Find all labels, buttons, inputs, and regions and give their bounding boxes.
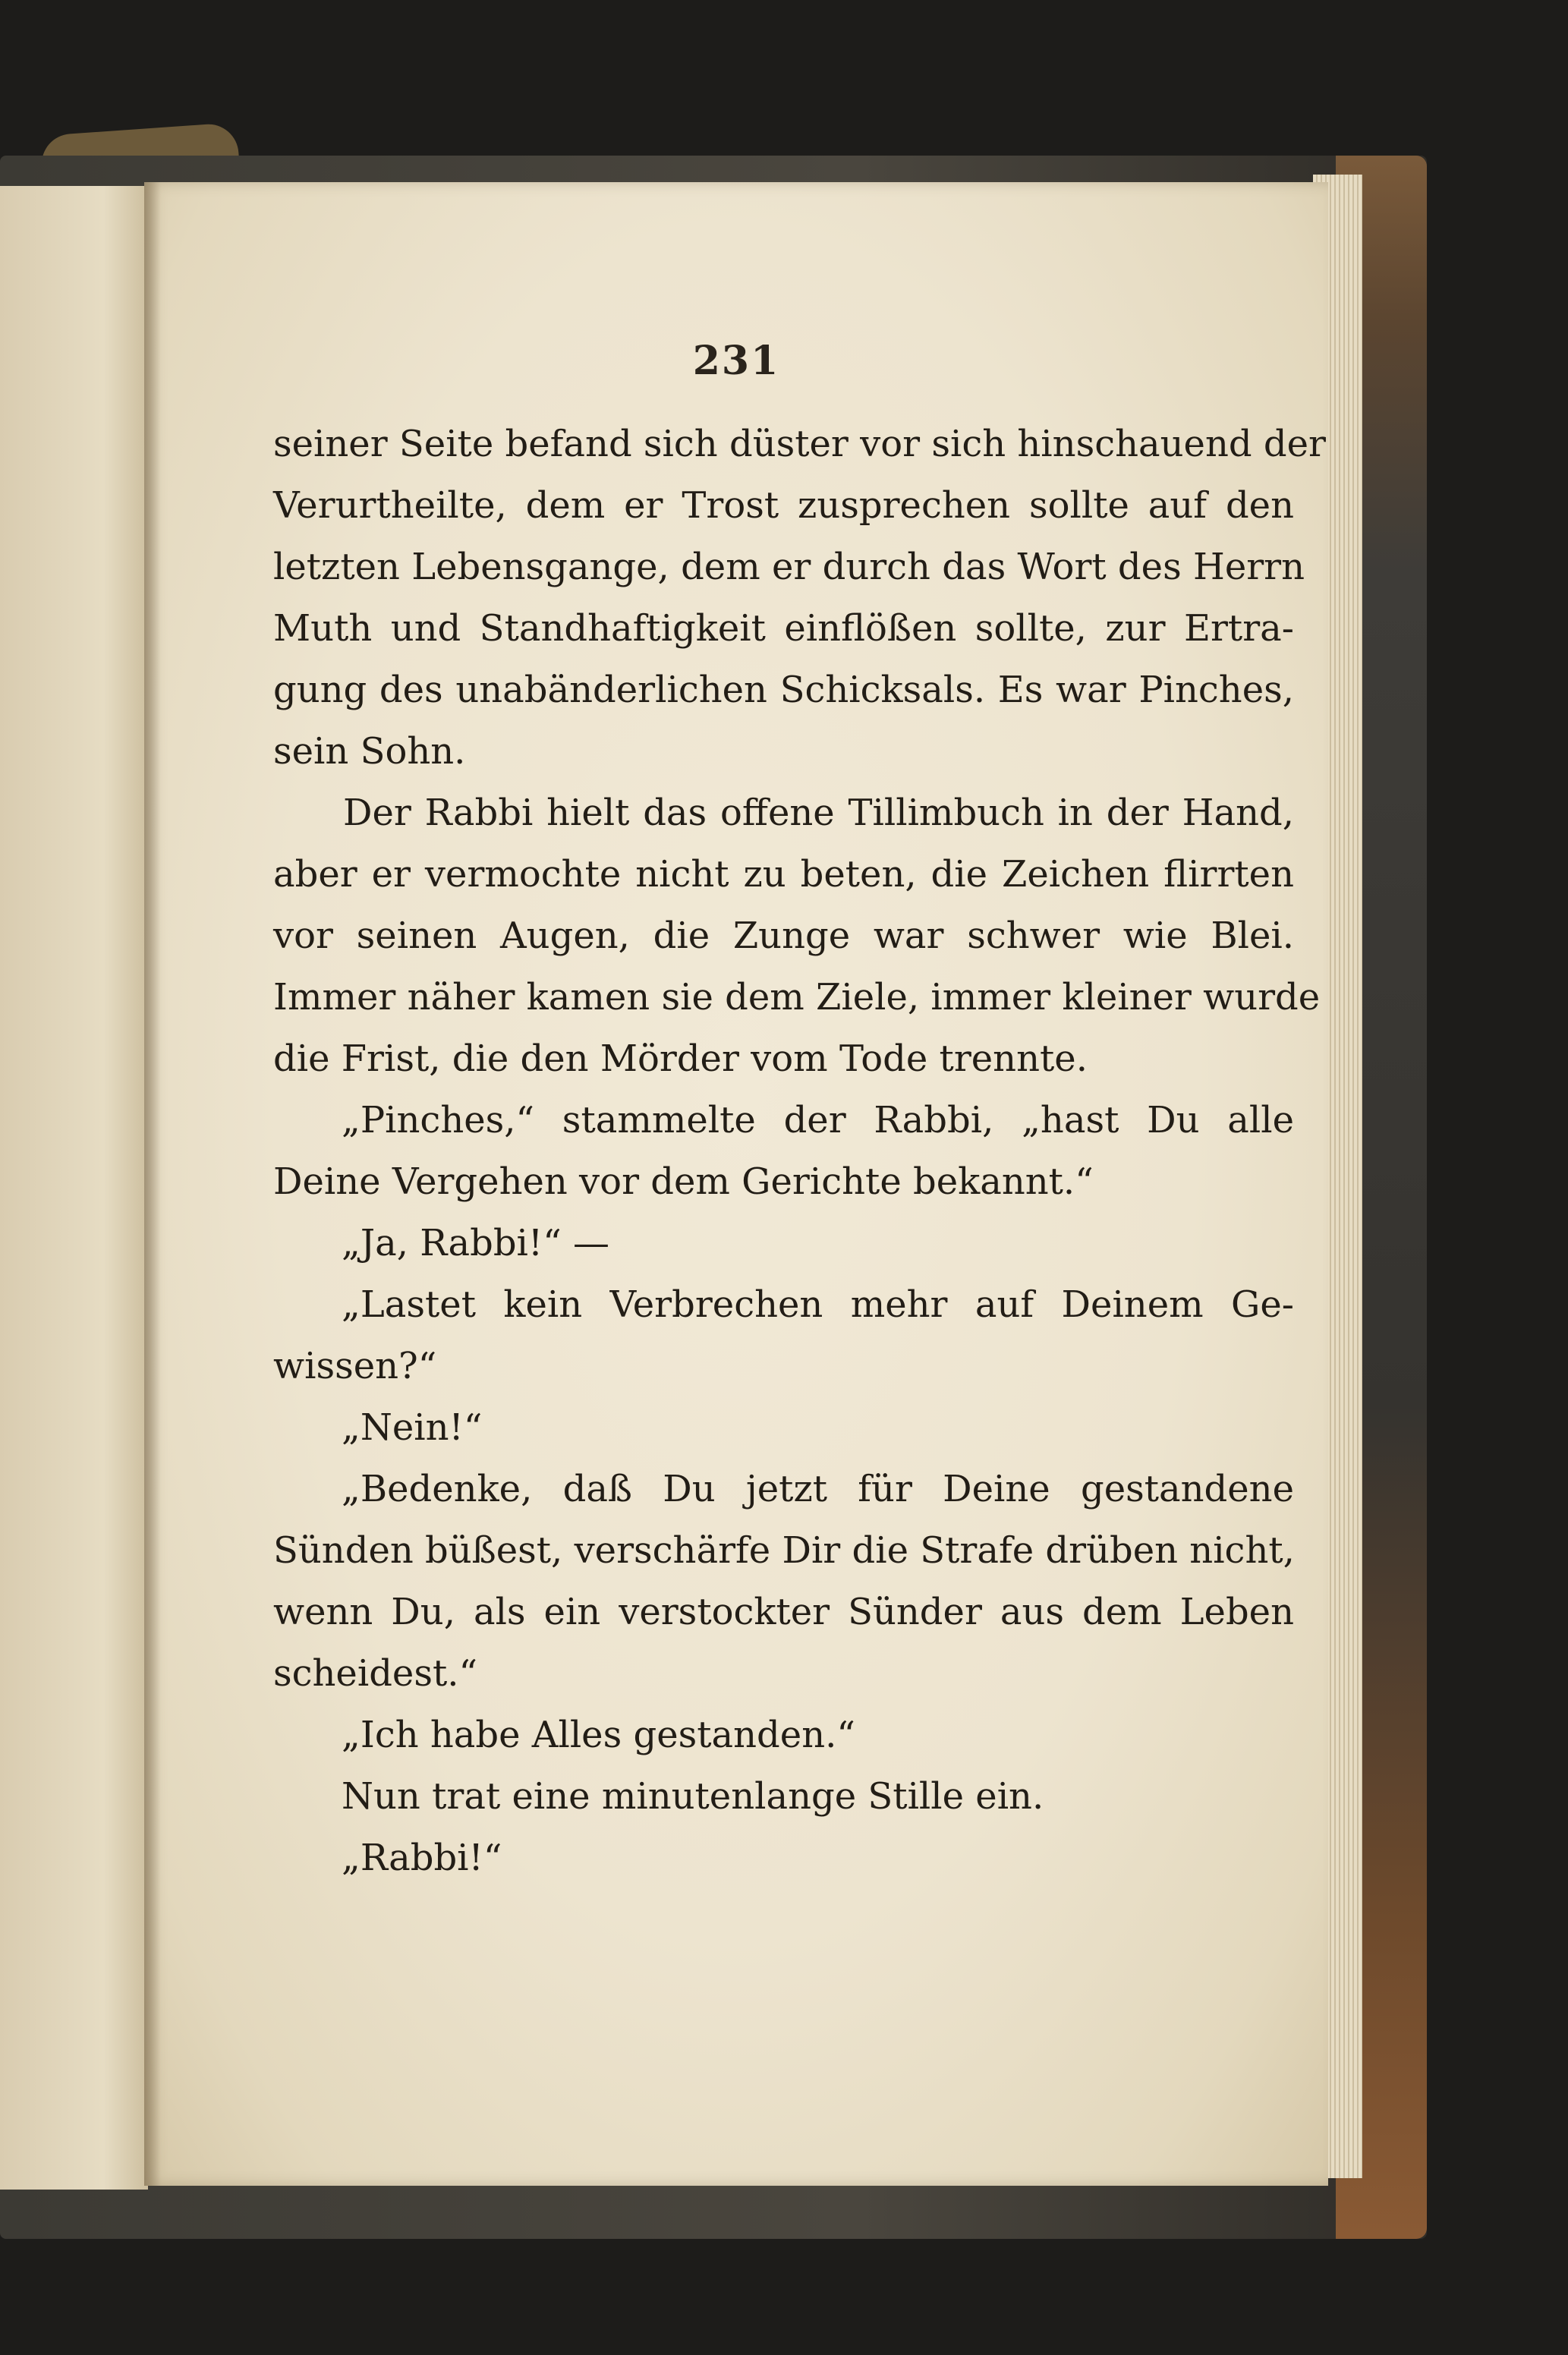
text-line: scheidest.“: [273, 1652, 478, 1695]
text-line: Deine Vergehen vor dem Gerichte bekannt.“: [273, 1160, 1094, 1203]
text-line: Sünden büßest, verschärfe Dir die Strafe drüben nicht,: [273, 1529, 1295, 1572]
text-line: sein Sohn.: [273, 730, 466, 773]
text-line: die Frist, die den Mörder vom Tode trennte.: [273, 1037, 1088, 1080]
text-line: Der Rabbi hielt das offene Tillimbuch in der Hand,: [343, 792, 1294, 834]
text-line: „Ja, Rabbi!“ —: [342, 1222, 609, 1264]
text-line: Immer näher kamen sie dem Ziele, immer kleiner wurde: [273, 976, 1321, 1019]
page-body-text: [273, 414, 1326, 1889]
text-line: seiner Seite befand sich düster vor sich hinschauend der: [273, 423, 1326, 465]
left-page-edge: [0, 186, 148, 2190]
text-line: „Rabbi!“: [342, 1837, 502, 1879]
text-line: „Bedenke, daß Du jetzt für Deine gestandene: [342, 1468, 1294, 1510]
text-line: Nun trat eine minutenlange Stille ein.: [342, 1775, 1044, 1818]
book-page: [144, 182, 1328, 2186]
text-line: aber er vermochte nicht zu beten, die Zeichen flirrten: [273, 853, 1294, 896]
text-line: „Ich habe Alles gestanden.“: [342, 1714, 855, 1756]
text-line: gung des unabänderlichen Schicksals. Es war Pinches,: [273, 669, 1294, 711]
text-line: letzten Lebensgange, dem er durch das Wort des Herrn: [273, 546, 1305, 588]
text-line: vor seinen Augen, die Zunge war schwer wie Blei.: [273, 915, 1294, 957]
text-line: „Nein!“: [342, 1406, 483, 1449]
text-line: „Lastet kein Verbrechen mehr auf Deinem Ge-: [342, 1283, 1294, 1326]
page-number: 231: [692, 338, 780, 384]
text-line: Verurtheilte, dem er Trost zusprechen sollte auf den: [273, 484, 1294, 527]
text-line: wenn Du, als ein verstockter Sünder aus dem Leben: [273, 1591, 1294, 1633]
text-line: wissen?“: [273, 1345, 437, 1387]
text-line: „Pinches,“ stammelte der Rabbi, „hast Du alle: [342, 1099, 1294, 1141]
text-line: Muth und Standhaftigkeit einflößen sollte, zur Ertra-: [273, 607, 1294, 650]
page-gutter-shadow: [144, 182, 161, 2186]
